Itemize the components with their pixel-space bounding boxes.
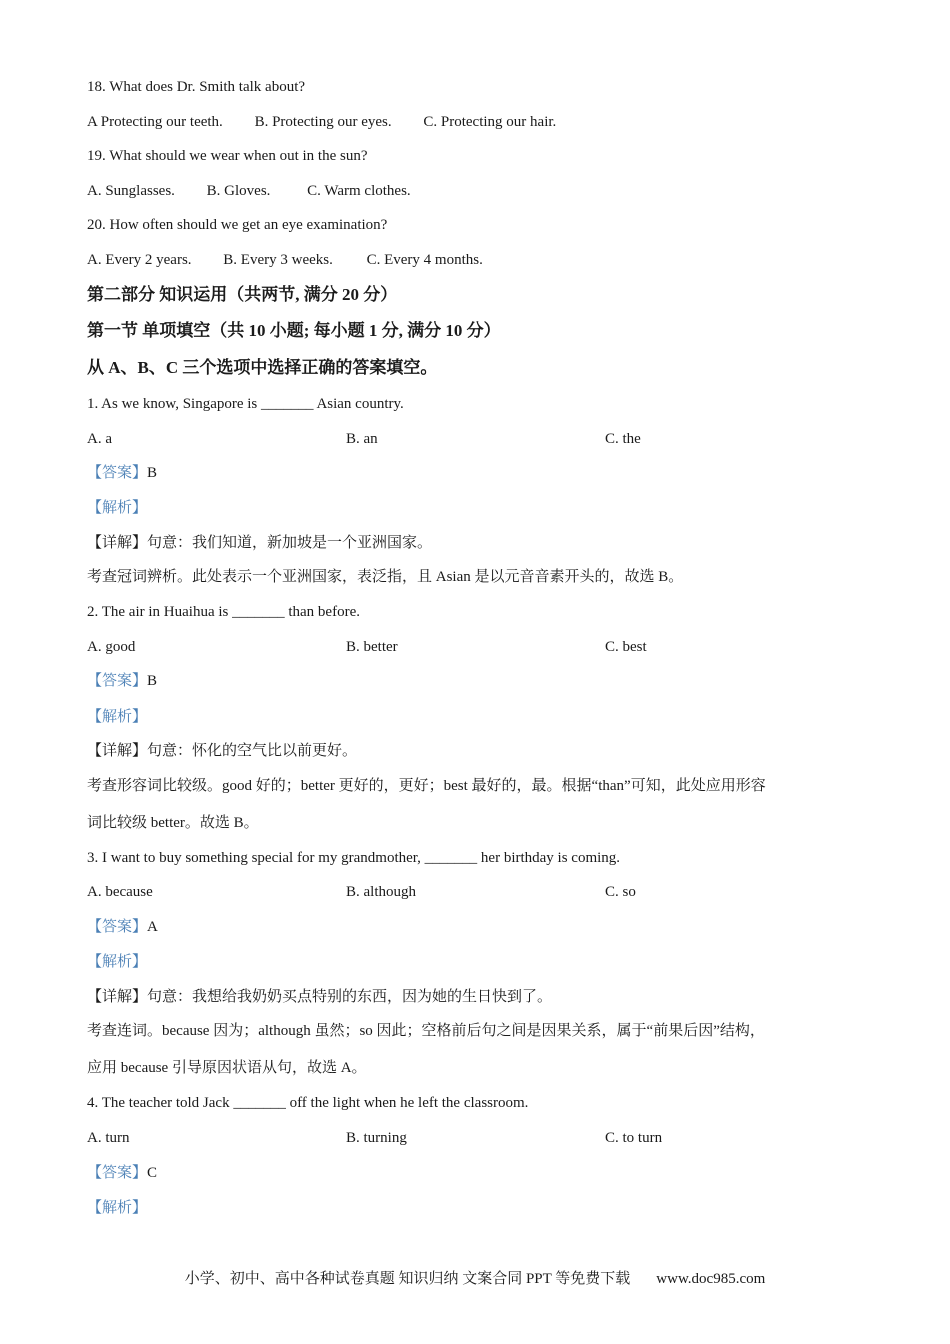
- answer-tag: 【答案】: [87, 465, 148, 481]
- detail-tag: 【详解】: [87, 989, 148, 1005]
- detail-tag: 【详解】: [87, 535, 148, 551]
- page-footer: [0, 1269, 950, 1289]
- explanation-2-line-1: 考查形容词比较级。good 好的；better 更好的，更好；best 最好的，最。根据“than”可知，此处应用形容: [87, 778, 766, 794]
- detail-meaning: 句意：我想给我奶奶买点特别的东西，因为她的生日快到了。: [147, 989, 553, 1005]
- listening-options-18: [87, 112, 556, 132]
- analysis-1: [87, 498, 147, 518]
- answer-value: C: [147, 1165, 158, 1181]
- option-c: C. Protecting our hair.: [423, 114, 557, 130]
- option-c: C. Warm clothes.: [307, 183, 411, 199]
- option-a: A. because: [87, 884, 153, 900]
- listening-question-18: 18. What does Dr. Smith talk about?: [87, 79, 306, 95]
- analysis-tag: 【解析】: [87, 954, 148, 970]
- option-b: B. Every 3 weeks.: [223, 252, 333, 268]
- option-a: A. Every 2 years.: [87, 252, 192, 268]
- answer-1: [87, 463, 157, 483]
- explanation-3-line-1: 考查连词。because 因为；although 虽然；so 因此；空格前后句之间是因果关系，属于“前果后因”结构，: [87, 1023, 765, 1039]
- option-a: A. Sunglasses.: [87, 183, 175, 199]
- option-b: B. Gloves.: [206, 183, 271, 199]
- answer-tag: 【答案】: [87, 1165, 148, 1181]
- detail-2: [87, 741, 357, 761]
- detail-meaning: 句意：怀化的空气比以前更好。: [147, 743, 358, 759]
- listening-options-19: [87, 181, 411, 201]
- analysis-tag: 【解析】: [87, 709, 148, 725]
- answer-4: [87, 1163, 157, 1183]
- option-c: C. so: [605, 884, 636, 900]
- option-c: C. to turn: [605, 1130, 663, 1146]
- option-b: B. turning: [346, 1130, 407, 1146]
- listening-question-20: 20. How often should we get an eye examination?: [87, 217, 388, 233]
- option-a: A. a: [87, 431, 112, 447]
- answer-value: A: [147, 919, 158, 935]
- option-a: A. turn: [87, 1130, 130, 1146]
- question-4: 4. The teacher told Jack _______ off the light when he left the classroom.: [87, 1095, 529, 1111]
- answer-tag: 【答案】: [87, 919, 148, 935]
- answer-tag: 【答案】: [87, 673, 148, 689]
- section-one-heading: 第一节 单项填空（共 10 小题; 每小题 1 分, 满分 10 分）: [87, 321, 501, 340]
- option-c: C. best: [605, 639, 647, 655]
- question-3: 3. I want to buy something special for my grandmother, _______ her birthday is coming.: [87, 850, 621, 866]
- explanation-3-line-2: 应用 because 引导原因状语从句，故选 A。: [87, 1060, 367, 1076]
- answer-3: [87, 917, 158, 937]
- answer-2: [87, 671, 157, 691]
- option-c: C. the: [605, 431, 641, 447]
- option-b: B. although: [346, 884, 416, 900]
- detail-1: [87, 533, 432, 553]
- analysis-tag: 【解析】: [87, 500, 148, 516]
- detail-tag: 【详解】: [87, 743, 148, 759]
- footer-text: 小学、初中、高中各种试卷真题 知识归纳 文案合同 PPT 等免费下载: [184, 1271, 631, 1287]
- listening-question-19: 19. What should we wear when out in the sun?: [87, 148, 368, 164]
- explanation-1: 考查冠词辨析。此处表示一个亚洲国家，表泛指，且 Asian 是以元音音素开头的，故选 B。: [87, 569, 684, 585]
- analysis-3: [87, 952, 147, 972]
- detail-meaning: 句意：我们知道，新加坡是一个亚洲国家。: [147, 535, 433, 551]
- part-two-heading: 第二部分 知识运用（共两节, 满分 20 分）: [87, 285, 398, 304]
- footer-url[interactable]: www.doc985.com: [656, 1271, 766, 1287]
- detail-3: [87, 987, 552, 1007]
- answer-value: B: [147, 673, 158, 689]
- answer-value: B: [147, 465, 158, 481]
- question-2: 2. The air in Huaihua is _______ than before.: [87, 604, 360, 620]
- option-b: B. an: [346, 431, 378, 447]
- option-a: A Protecting our teeth.: [87, 114, 223, 130]
- analysis-4: [87, 1198, 147, 1218]
- analysis-2: [87, 707, 147, 727]
- explanation-2-line-2: 词比较级 better。故选 B。: [87, 815, 259, 831]
- listening-options-20: [87, 250, 483, 270]
- option-b: B. better: [346, 639, 398, 655]
- option-c: C. Every 4 months.: [366, 252, 483, 268]
- instruction-heading: 从 A、B、C 三个选项中选择正确的答案填空。: [87, 358, 438, 377]
- question-1: 1. As we know, Singapore is _______ Asian country.: [87, 396, 404, 412]
- option-a: A. good: [87, 639, 136, 655]
- analysis-tag: 【解析】: [87, 1200, 148, 1216]
- option-b: B. Protecting our eyes.: [254, 114, 392, 130]
